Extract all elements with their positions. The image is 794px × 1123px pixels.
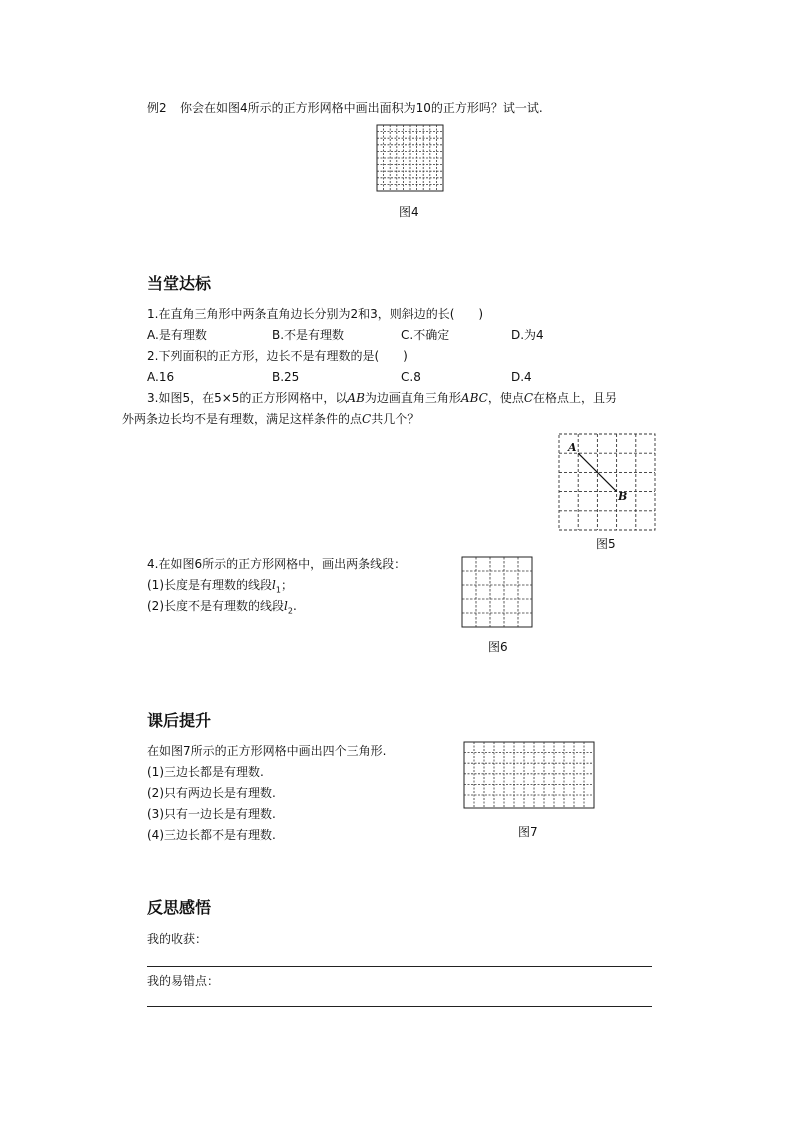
- example2-text: 你会在如图4所示的正方形网格中画出面积为10的正方形吗？试一试.: [180, 101, 543, 115]
- q4-item2: [147, 599, 297, 618]
- figure6-grid: [461, 556, 533, 628]
- section2-item-4: (4)三边长都不是有理数.: [147, 828, 276, 842]
- q3-line1-b: 为边画直角三角形: [364, 391, 461, 405]
- q3-line1: [147, 391, 617, 406]
- q1-stem: 1.在直角三角形中两条直角边长分别为2和3，则斜边的长( ): [147, 307, 484, 321]
- figure4-grid: [376, 124, 444, 192]
- q3-line2: [122, 412, 419, 427]
- q1-option-b: B.不是有理数: [272, 328, 345, 342]
- q4-item1-end: ；: [280, 578, 293, 592]
- section2-stem: 在如图7所示的正方形网格中画出四个三角形.: [147, 744, 387, 758]
- q2-option-c: C.8: [401, 370, 421, 384]
- section1-title: 当堂达标: [147, 274, 212, 293]
- q2-stem: 2.下列面积的正方形，边长不是有理数的是( ): [147, 349, 408, 363]
- q2-option-d: D.4: [511, 370, 532, 384]
- q3-point-c: C: [523, 391, 534, 405]
- q4-item1-text: (1)长度是有理数的线段: [147, 578, 272, 592]
- q3-line1-c: ，使点: [487, 391, 524, 405]
- section2-item-1: (1)三边长都是有理数.: [147, 765, 264, 779]
- q4-item2-var: l: [284, 599, 288, 613]
- point-b-label: B: [618, 490, 628, 503]
- q4-item1-sub: 1: [275, 585, 281, 595]
- q4-item2-end: .: [292, 599, 297, 613]
- q3-triangle-abc: ABC: [460, 391, 488, 405]
- point-a-label: A: [568, 441, 577, 454]
- q4-stem: 4.在如图6所示的正方形网格中，画出两条线段：: [147, 557, 407, 571]
- figure4-caption: 图4: [399, 205, 419, 219]
- figure5-grid: [558, 433, 656, 531]
- gains-label: 我的收获：: [147, 932, 208, 946]
- figure7-caption: 图7: [518, 825, 538, 839]
- q3-line2-b: 共几个？: [371, 412, 420, 426]
- figure6-caption: 图6: [488, 640, 508, 654]
- q3-segment-ab: AB: [347, 391, 365, 405]
- section2-title: 课后提升: [147, 711, 212, 730]
- q4-item1-var: l: [272, 578, 276, 592]
- q2-option-a: A.16: [147, 370, 175, 384]
- figure5-caption: 图5: [596, 537, 616, 551]
- q2-option-b: B.25: [272, 370, 300, 384]
- q3-line1-d: 在格点上，且另: [533, 391, 618, 405]
- q1-option-c: C.不确定: [401, 328, 450, 342]
- q1-option-a: A.是有理数: [147, 328, 207, 342]
- section2-item-3: (3)只有一边长是有理数.: [147, 807, 276, 821]
- q4-item2-text: (2)长度不是有理数的线段: [147, 599, 284, 613]
- q4-item1: [147, 578, 293, 597]
- example2-label: 例2: [147, 101, 167, 115]
- figure7-grid: [463, 741, 595, 809]
- gains-answer-line[interactable]: [147, 966, 652, 967]
- q1-option-d: D.为4: [511, 328, 544, 342]
- mistakes-label: 我的易错点：: [147, 974, 220, 988]
- mistakes-answer-line[interactable]: [147, 1006, 652, 1007]
- q3-point-c-2: C: [362, 412, 372, 426]
- q3-line2-a: 外两条边长均不是有理数，满足这样条件的点: [122, 412, 363, 426]
- section3-title: 反思感悟: [147, 898, 212, 917]
- q4-item2-sub: 2: [287, 606, 293, 616]
- q3-line1-a: 3.如图5，在5×5的正方形网格中，以: [147, 391, 348, 405]
- section2-item-2: (2)只有两边长是有理数.: [147, 786, 276, 800]
